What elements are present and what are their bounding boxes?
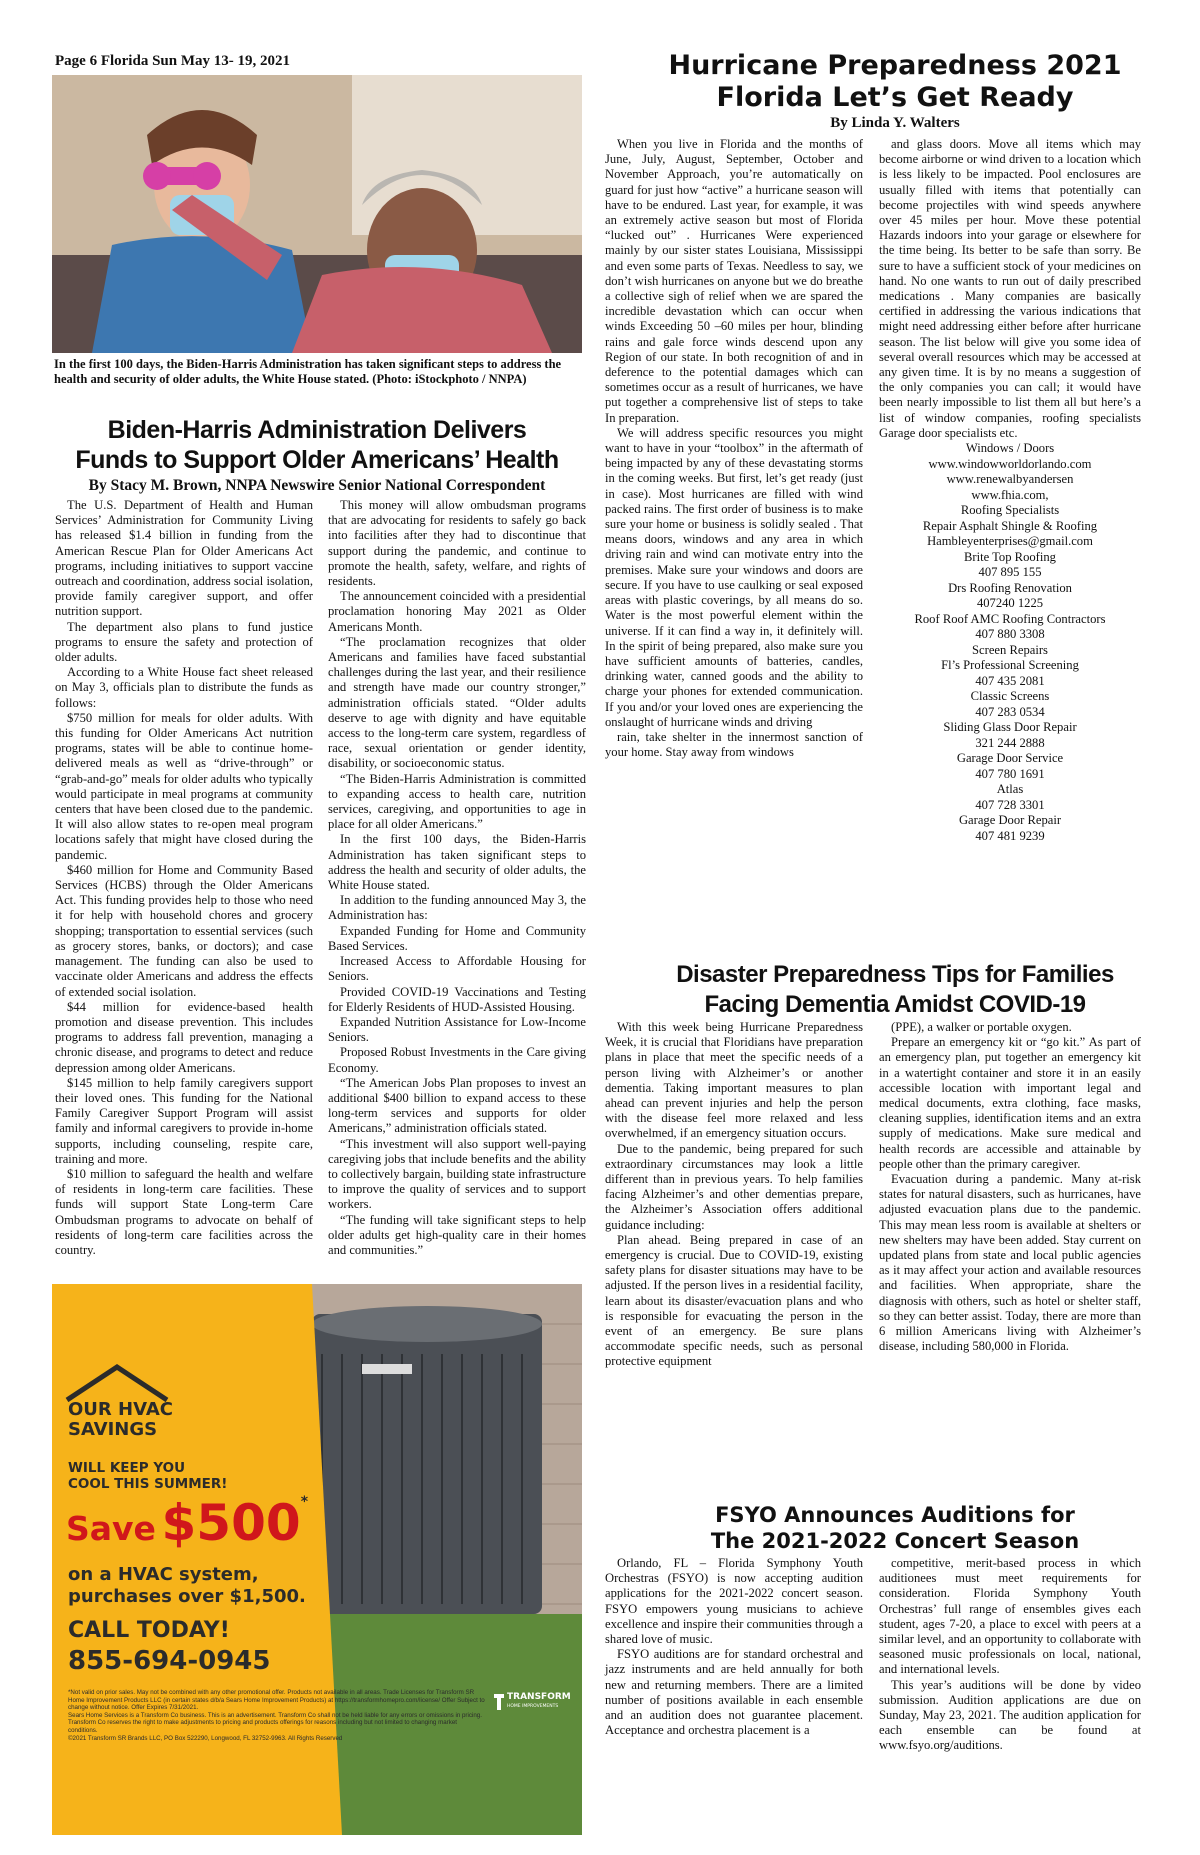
dementia-headline [600, 960, 1190, 1020]
resource-item: Screen Repairs [972, 642, 1048, 657]
resource-item: 407 283 0534 [975, 704, 1045, 719]
paragraph: In addition to the funding announced May 3, the Administration has: [328, 893, 586, 923]
ad-fine-print-3: ©2021 Transform SR Brands LLC, PO Box 522290, Longwood, FL 32752-9963. All Rights Reserved [68, 1734, 343, 1742]
resource-item: Brite Top Roofing [964, 549, 1056, 564]
transform-logo-icon [492, 1692, 506, 1712]
resource-item: www.renewalbyandersen [946, 472, 1074, 487]
biden-column-1 [55, 498, 313, 1278]
ad-offer-line2: purchases over $1,500. [68, 1586, 306, 1607]
dementia-headline-line1: Disaster Preparedness Tips for Families [676, 961, 1114, 988]
ad-headline-line2: SAVINGS [68, 1419, 158, 1440]
ad-tagline-line1: WILL KEEP YOU [68, 1460, 186, 1476]
ad-save-offer [66, 1494, 346, 1552]
resource-item: www.fhia.com, [971, 487, 1049, 502]
resource-item: 407 435 2081 [975, 673, 1045, 688]
transform-brand: TRANSFORM [507, 1692, 571, 1702]
paragraph: $44 million for evidence-based health promotion and disease prevention. This includes programs to address fall prevention, managing a chronic disease, and programs to detect and reduce depression among older Americans. [55, 999, 313, 1075]
hurricane-column-2 [879, 137, 1141, 844]
ad-save-amount: $500 [161, 1494, 301, 1552]
photo-nurse-senior-exercise-icon [52, 75, 582, 353]
fsyo-headline-line1: FSYO Announces Auditions for [715, 1503, 1075, 1527]
ad-fine-print-1: *Not valid on prior sales. May not be combined with any other promotional offer. Products not available in all areas. Trade Licenses for Transform SR Home Improvement Products LLC (in certain states d/b/a Sears Home Improvement Products) at https://transformhomepro.com/license/ Offer Subject to change without notice. Offer Expires 7/31/2021. [68, 1689, 485, 1712]
resource-item: Fl’s Professional Screening [941, 658, 1079, 673]
ad-save-asterisk: * [300, 1494, 309, 1510]
photo-caption: In the first 100 days, the Biden-Harris Administration has taken significant steps to address the health and security of older adults, the White House stated. (Photo: iStockphoto / NNPA) [54, 357, 562, 386]
ad-headline [68, 1400, 268, 1440]
fsyo-column-2 [879, 1556, 1141, 1846]
paragraph: rain, take shelter in the innermost sanction of your home. Stay away from windows [605, 729, 863, 760]
ad-call-today: CALL TODAY! [68, 1618, 230, 1643]
biden-column-2 [328, 498, 586, 1278]
hvac-advertisement[interactable] [52, 1284, 582, 1835]
biden-headline [52, 415, 582, 475]
ad-offer-line1: on a HVAC system, [68, 1564, 259, 1585]
ad-offer-terms [68, 1564, 338, 1608]
paragraph: Proposed Robust Investments in the Care giving Economy. [328, 1045, 586, 1075]
paragraph: The department also plans to fund justice programs to ensure the safety and protection of older adults. [55, 619, 313, 665]
paragraph: This money will allow ombudsman programs that are advocating for residents to safely go back into facilities after they had to discontinue that support during the pandemic, and continue to promote the health, safety, welfare, and rights of residents. [328, 498, 586, 589]
dementia-column-2 [879, 1020, 1141, 1500]
hurricane-column-2-body [879, 137, 1141, 441]
paragraph: Plan ahead. Being prepared in case of an emergency is crucial. Due to COVID-19, existing safety plans for disaster situations may have to be adjusted. If the person lives in a residential facility, learn about its disaster/evacuation plans and who is responsible for evacuating the person in the event of an emergency. Be sure plans accommodate specific needs, such as personal protective equipment [605, 1232, 863, 1369]
resource-item: Windows / Doors [965, 441, 1055, 456]
ad-headline-line1: OUR HVAC [68, 1399, 173, 1420]
article-photo [52, 75, 582, 353]
paragraph: In the first 100 days, the Biden-Harris Administration has taken significant steps to address the health and security of older adults, the White House stated. [328, 832, 586, 893]
fsyo-headline-line2: The 2021-2022 Concert Season [710, 1529, 1080, 1553]
paragraph: “The funding will take significant steps to help older adults get high-quality care in their homes and communities.” [328, 1212, 586, 1257]
resource-item: 407 895 155 [978, 565, 1042, 580]
paragraph: When you live in Florida and the months of June, July, August, September, October and November Approach, you’re automatically on guard for just how “active” a hurricane season will have to be endured. Last year, for example, it was an extremely active season but most of Florida “lucked out” . Hurricanes Were experienced mainly by our sister states Louisiana, Mississippi and even some parts of Texas. Needless to say, we don’t wish hurricanes on anyone but we do breathe a collective sigh of relief when we are spared the incredible devastation which can occur when winds Exceeding 50 –60 miles per hour, blinding rains and gale force winds descend upon any Region of our state. In both recognition of and in deference to the potential damages which can sometimes occur as a result of hurricanes, we have put together a comprehensive list of steps to take In preparation. [605, 137, 863, 425]
paragraph: Due to the pandemic, being prepared for such extraordinary circumstances may look a little different than in previous years. To help families facing Alzheimer’s and other dementias prepare, the Alzheimer’s Association offers additional guidance including: [605, 1141, 863, 1232]
fsyo-headline [600, 1502, 1190, 1554]
hurricane-headline-line1: Hurricane Preparedness 2021 [668, 50, 1122, 81]
resource-item: Atlas [996, 782, 1024, 797]
dementia-headline-line2: Facing Dementia Amidst COVID-19 [704, 991, 1086, 1018]
hurricane-resources-list [879, 441, 1141, 844]
ad-fine-print-2: Sears Home Services is a Transform Co business. This is an advertisement. Transform Co shall not be held liable for any errors or omissions in pricing. Transform Co reserves the right to make adjustments to pricing and products offerings for reasons including but not limited to changing market conditions. [68, 1711, 482, 1734]
paragraph: “The proclamation recognizes that older Americans and families have faced substantial challenges during the last year, and their resilience and strength have made our country stronger,” administration officials stated. “Older adults deserve to age with dignity and have equitable access to the long-term care system, regardless of race, sexual orientation or gender identity, disability, or socioeconomic status. [328, 634, 586, 771]
paragraph: Expanded Nutrition Assistance for Low-Income Seniors. [328, 1014, 586, 1045]
ad-phone-number[interactable]: 855-694-0945 [68, 1646, 271, 1676]
paragraph: FSYO auditions are for standard orchestral and jazz instruments and are held annually for both new and returning members. There are a limited number of positions available in each ensemble and an audition does not guarantee placement. Acceptance and orchestra placement is a [605, 1647, 863, 1738]
biden-byline: By Stacy M. Brown, NNPA Newswire Senior National Correspondent [88, 477, 546, 494]
resource-item: 407 728 3301 [975, 797, 1045, 812]
paragraph: Evacuation during a pandemic. Many at-risk states for natural disasters, such as hurricanes, have adjusted evacuation plans due to the pandemic. This may mean less room is available at shelters or new shelters may have been added. Stay current on updated plans from state and local public agencies as it may affect your action and available resources and facilities. When appropriate, share the diagnosis with others, such as hotel or shelter staff, so they can better assist. Today, there are more than 6 million Americans living with Alzheimer’s disease, including 580,000 in Florida. [879, 1172, 1141, 1354]
paragraph: According to a White House fact sheet released on May 3, officials plan to distribute the funds as follows: [55, 665, 313, 710]
ad-tagline-line2: COOL THIS SUMMER! [68, 1476, 228, 1492]
paragraph: “The American Jobs Plan proposes to invest an additional $400 billion to expand access to these long-term services and supports for older Americans,” administration officials stated. [328, 1075, 586, 1136]
ad-tagline [68, 1460, 328, 1492]
resource-item: 321 244 2888 [975, 735, 1045, 750]
hurricane-headline [600, 50, 1190, 114]
transform-brand-sub: HOME IMPROVEMENTS [507, 1704, 559, 1709]
page-folio: Page 6 Florida Sun May 13- 19, 2021 [55, 53, 290, 69]
paragraph: Prepare an emergency kit or “go kit.” As part of an emergency plan, put together an emergency kit in a watertight container and store it in an easily accessible location with important legal and medical documents, extra clothing, face masks, cleaning supplies, identification items and an extra supply of medications. Make sure medical and health records are accessible and attainable by people other than the primary caregiver. [879, 1035, 1141, 1171]
paragraph: “The Biden-Harris Administration is committed to expanding access to health care, nutrition services, caregiving, and opportunities to age in place for all older Americans.” [328, 771, 586, 832]
resource-item: 407 880 3308 [975, 627, 1045, 642]
paragraph: Increased Access to Affordable Housing for Seniors. [328, 954, 586, 984]
fsyo-column-1 [605, 1556, 863, 1846]
paragraph: Provided COVID-19 Vaccinations and Testing for Elderly Residents of HUD-Assisted Housing. [328, 984, 586, 1014]
paragraph: We will address specific resources you might want to have in your “toolbox” in the aftermath of being impacted by any of these devastating storms in the coming weeks. But first, let’s get ready (just in case). Most hurricanes are filled with wind packed rains. The first order of business is to make sure your home or business is solidly sealed . That means doors, windows and any area in which driving rain and wind can motivate entry into the premises. Make sure your windows and doors are secure. If you have to use caulking or seal exposed areas with plastic coverings, by all means do so. Water is the most powerful element within the universe. If it can find a way in, it definitely will. In the spirit of being prepared, also make sure you have sufficient amounts of batteries, candles, drinking water, canned goods and the ability to charge your phones for extended communication. If you and/or your loved ones are experiencing the onslaught of hurricane winds and driving [605, 425, 863, 729]
paragraph: and glass doors. Move all items which may become airborne or wind driven to a location which is less likely to be impacted. Pool enclosures are usually filled with items that potentially can become projectiles with wind speeds anywhere over 45 miles per hour. Move these potential Hazards indoors into your garage or elsewhere for the time being. Its better to be safe than sorry. Be sure to have a sufficient stock of your medicines on hand. No one wants to run out of daily prescribed medications . Many companies are basically certified in addressing the various indications that might need addressing either before after hurricane season. The list below will give you some idea of several overall resources which may be accessed at any given time. It is by no means a suggestion of the only companies you can call; it would have been nearly impossible to list them all but here’s a list of window companies, roofing specialists Garage door specialists etc. [879, 137, 1141, 440]
paragraph: $10 million to safeguard the health and welfare of residents in long-term care facilities. These funds will support State Long-term Care Ombudsman programs to advocate on behalf of residents of long-term care facilities across the country. [55, 1166, 313, 1257]
resource-item: Roofing Specialists [960, 503, 1060, 518]
resource-item: 407 481 9239 [975, 828, 1045, 843]
paragraph: (PPE), a walker or portable oxygen. [891, 1020, 1072, 1034]
biden-headline-line2: Funds to Support Older Americans’ Health [75, 446, 559, 474]
resource-item: Classic Screens [970, 689, 1050, 704]
resource-item: Drs Roofing Renovation [948, 580, 1072, 595]
paragraph: $145 million to help family caregivers support their loved ones. This funding for the National Family Caregiver Support Program will assist family and informal caregivers to provide in-home supports, including counseling, respite care, training and more. [55, 1075, 313, 1166]
resource-item: Hambleyenterprises@gmail.com [927, 534, 1093, 549]
paragraph: competitive, merit-based process in which auditionees must meet requirements for consideration. Florida Symphony Youth Orchestras’ full range of ensembles gives each student, ages 7-20, a place to excel with peers at a similar level, and an opportunity to collaborate with seasoned music professionals on local, national, and international levels. [879, 1556, 1141, 1677]
transform-logo [492, 1688, 572, 1718]
biden-headline-line1: Biden-Harris Administration Delivers [107, 416, 527, 444]
paragraph: Expanded Funding for Home and Community Based Services. [328, 923, 586, 953]
paragraph: $750 million for meals for older adults. With this funding for Older Americans Act nutrition programs, states will be able to continue home-delivered meals as well as “drive-through” or “grab-and-go” meals for older adults who typically would participate in meal programs at community centers that have been closed due to the pandemic. It will also allow states to re-open meal program locations safely that might have closed during the pandemic. [55, 710, 313, 862]
paragraph: The announcement coincided with a presidential proclamation honoring May 2021 as Older Americans Month. [328, 589, 586, 634]
ad-save-word: Save [66, 1509, 156, 1548]
paragraph: With this week being Hurricane Preparedness Week, it is crucial that Floridians have preparation plans in place that meet the specific needs of a person living with Alzheimer’s or another dementia. Taking important measures to plan ahead can prevent injuries and help the person with the disease feel more relaxed and less overwhelmed, if an emergency situation occurs. [605, 1020, 863, 1141]
ad-fine-print [68, 1689, 488, 1742]
paragraph: “This investment will also support well-paying caregiving jobs that include benefits and the ability to collectively bargain, building state infrastructure to improve the quality of services and to support workers. [328, 1136, 586, 1212]
paragraph: This year’s auditions will be done by video submission. Audition applications are due on Sunday, May 23, 2021. The audition application for each ensemble can be found at www.fsyo.org/auditions. [879, 1677, 1141, 1753]
resource-item: Roof Roof AMC Roofing Contractors [914, 611, 1106, 626]
resource-item: Repair Asphalt Shingle & Roofing [922, 518, 1098, 533]
resource-item: Garage Door Repair [958, 813, 1062, 828]
hurricane-column-1 [605, 137, 863, 953]
paragraph: Orlando, FL – Florida Symphony Youth Orchestras (FSYO) is now accepting audition applications for the 2021-2022 concert season. FSYO empowers young musicians to achieve excellence and inspire their communities through a shared love of music. [605, 1556, 863, 1647]
resource-item: www.windowworldorlando.com [928, 456, 1092, 471]
hurricane-headline-line2: Florida Let’s Get Ready [716, 82, 1074, 113]
resource-item: 407240 1225 [976, 596, 1044, 611]
dementia-column-1 [605, 1020, 863, 1500]
resource-item: Garage Door Service [956, 751, 1064, 766]
resource-item: 407 780 1691 [975, 766, 1045, 781]
hurricane-byline: By Linda Y. Walters [830, 115, 960, 131]
paragraph: The U.S. Department of Health and Human Services’ Administration for Community Living has released $1.4 billion in funding from the American Rescue Plan for Older Americans Act programs, including initiatives to support vaccine outreach and coordination, address social isolation, provide family caregiver support, and offer nutrition support. [55, 498, 313, 619]
resource-item: Sliding Glass Door Repair [943, 720, 1077, 735]
paragraph: $460 million for Home and Community Based Services (HCBS) through the Older Americans Act. This funding provides help to those who need it for help with household chores and grocery shopping; transportation to essential services (such as grocery stores, banks, or doctors); and case management. The funding can also be used to vaccinate older Americans and address the effects of extended social isolation. [55, 862, 313, 999]
